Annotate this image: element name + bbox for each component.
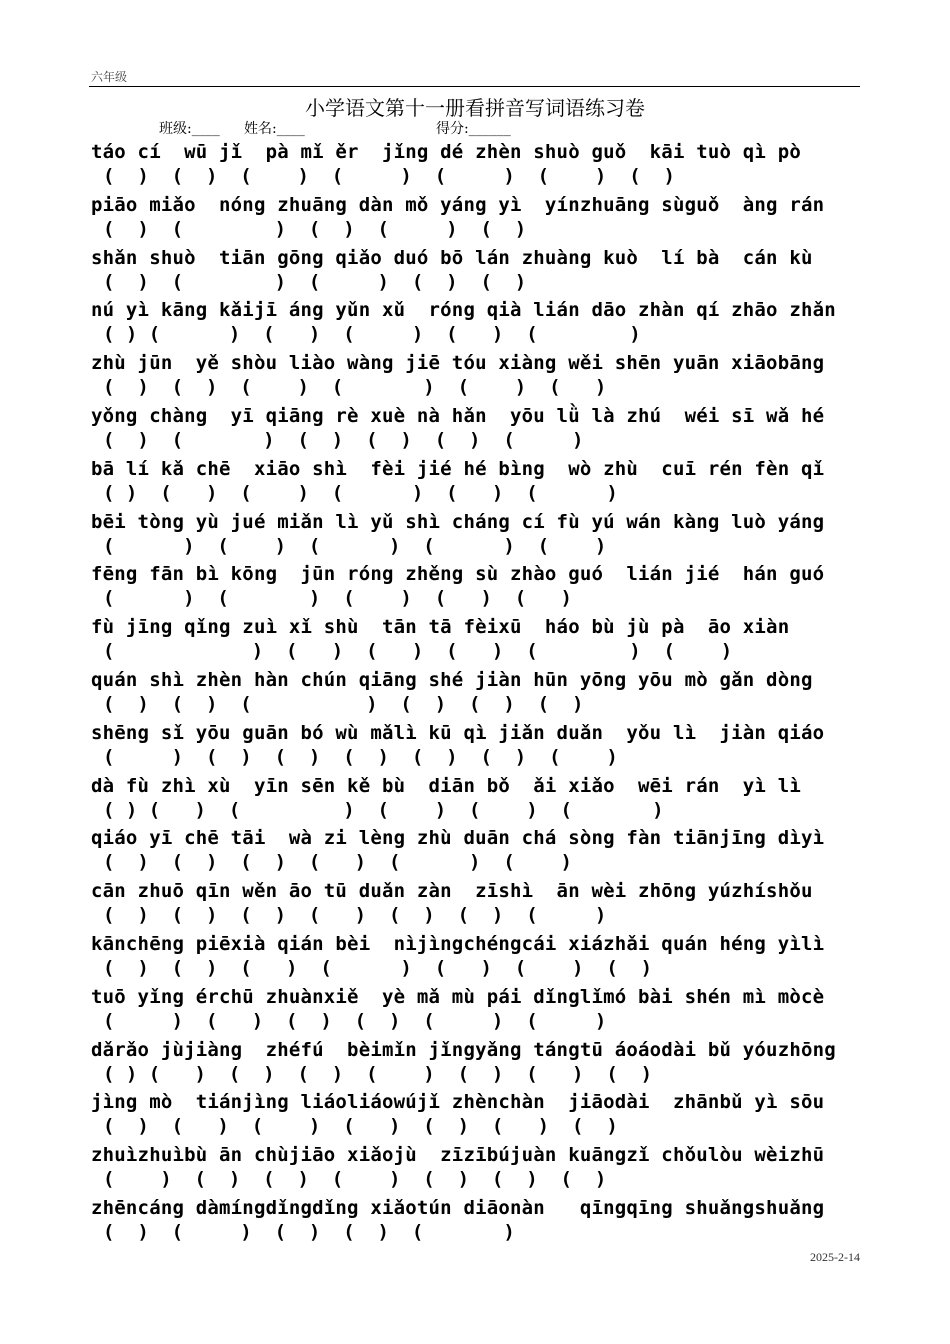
answer-blanks: ( ) ( ) ( ) ( ) ( ) ( ) — [103, 798, 664, 821]
grade-label: 六年级 — [91, 70, 128, 84]
exercise-item — [91, 1090, 866, 1143]
exercise-item — [91, 826, 866, 879]
pinyin-line: dǎrǎo jùjiàng zhéfú bèimǐn jǐngyǎng tángtū áoáodài bǔ yóuzhōng — [91, 1038, 836, 1061]
class-field-label: 班级:____ — [159, 121, 220, 137]
exercise-item — [91, 668, 866, 721]
footer-date: 2025-2-14 — [810, 1250, 860, 1264]
answer-blanks: ( ) ( ) ( ) ( ) ( ) ( ) — [103, 1009, 607, 1032]
answer-blanks: ( ) ( ) ( ) ( ) ( ) ( ) ( ) — [103, 165, 675, 187]
exercise-item — [91, 298, 866, 351]
pinyin-exercise-list — [91, 140, 866, 1249]
header-divider — [89, 86, 860, 87]
pinyin-line: zhēncáng dàmíngdǐngdǐng xiǎotún diāonàn qīngqīng shuǎngshuǎng — [91, 1196, 825, 1219]
exercise-item — [91, 615, 866, 668]
score-field-label: 得分:______ — [436, 121, 511, 137]
exercise-item — [91, 193, 866, 246]
answer-blanks: ( ) ( ) ( ) ( ) ( ) ( ) — [103, 851, 572, 874]
answer-blanks: ( ) ( ) ( ) ( ) ( ) ( ) — [103, 376, 607, 399]
pinyin-line: cān zhuō qīn wěn āo tū duǎn zàn zīshì ān wèi zhōng yúzhíshǒu — [91, 880, 813, 903]
pinyin-line: zhù jūn yě shòu liào wàng jiē tóu xiàng wěi shēn yuān xiāobāng — [91, 352, 825, 375]
exercise-item — [91, 1038, 866, 1091]
pinyin-line: piāo miǎo nóng zhuāng dàn mǒ yáng yì yínzhuāng sùguǒ àng rán — [91, 193, 825, 216]
pinyin-line: kānchēng piēxià qián bèi nìjìngchéngcái xiázhǎi quán héng yìlì — [91, 932, 825, 955]
pinyin-line: fù jīng qǐng zuì xǐ shù tān tā fèixū háo bù jù pà āo xiàn — [91, 616, 790, 639]
answer-blanks: ( ) ( ) ( ) ( ) ( ) ( ) ( ) — [103, 745, 618, 768]
answer-blanks: ( ) ( ) ( ) ( ) ( ) ( ) — [103, 323, 641, 346]
answer-blanks: ( ) ( ) ( ) ( ) ( ) ( ) — [103, 692, 584, 715]
pinyin-line: shēng sǐ yōu guān bó wù mǎlì kū qì jiǎn duǎn yǒu lì jiàn qiáo — [91, 721, 825, 744]
answer-blanks: ( ) ( ) ( ) ( ) ( ) — [103, 270, 527, 293]
pinyin-line: nú yì kāng kǎijī áng yǔn xǔ róng qià lián dāo zhàn qí zhāo zhǎn — [91, 299, 836, 322]
pinyin-line: jìng mò tiánjìng liáoliáowújǐ zhènchàn jiāodài zhānbǔ yì sōu — [91, 1091, 825, 1114]
pinyin-line: yǒng chàng yī qiāng rè xuè nà hǎn yōu lǜ là zhú wéi sī wǎ hé — [91, 404, 825, 427]
pinyin-line: shǎn shuò tiān gōng qiǎo duó bō lán zhuàng kuò lí bà cán kù — [91, 246, 813, 269]
answer-blanks: ( ) ( ) ( ) ( ) ( ) — [103, 1220, 515, 1243]
answer-blanks: ( ) ( ) ( ) ( ) ( ) ( ) — [103, 640, 733, 663]
pinyin-line: quán shì zhèn hàn chún qiāng shé jiàn hūn yōng yōu mò gǎn dòng — [91, 668, 813, 691]
exercise-item — [91, 1196, 866, 1249]
exercise-item — [91, 1143, 866, 1196]
exercise-item — [91, 510, 866, 563]
answer-blanks: ( ) ( ) ( ) ( ) ( ) ( ) ( ) — [103, 1168, 607, 1191]
pinyin-line: bēi tòng yù jué miǎn lì yǔ shì cháng cí fù yú wán kàng luò yáng — [91, 510, 825, 533]
exercise-item — [91, 985, 866, 1038]
pinyin-line: dà fù zhì xù yīn sēn kě bù diān bǒ ǎi xiǎo wēi rán yì lì — [91, 774, 801, 797]
answer-blanks: ( ) ( ) ( ) ( ) ( ) ( ) — [103, 428, 584, 451]
pinyin-line: bā lí kǎ chē xiāo shì fèi jié hé bìng wò zhù cuī rén fèn qǐ — [91, 457, 825, 480]
exercise-item — [91, 721, 866, 774]
pinyin-line: táo cí wū jǐ pà mǐ ěr jǐng dé zhèn shuò guǒ kāi tuò qì pò — [91, 141, 801, 163]
answer-blanks: ( ) ( ) ( ) ( ) ( ) — [103, 534, 607, 557]
name-field-label: 姓名:____ — [244, 121, 305, 137]
exercise-item — [91, 457, 866, 510]
exercise-item — [91, 246, 866, 299]
answer-blanks: ( ) ( ) ( ) ( ) ( ) ( ) — [103, 481, 618, 504]
exercise-item — [91, 351, 866, 404]
exercise-item — [91, 774, 866, 827]
answer-blanks: ( ) ( ) ( ) ( ) ( ) ( ) ( ) — [103, 904, 607, 927]
exercise-item — [91, 932, 866, 985]
exercise-item — [91, 562, 866, 615]
worksheet-title: 小学语文第十一册看拼音写词语练习卷 — [305, 96, 645, 120]
exercise-item — [91, 140, 866, 193]
exercise-item — [91, 879, 866, 932]
answer-blanks: ( ) ( ) ( ) ( ) ( ) ( ) ( ) — [103, 956, 653, 979]
answer-blanks: ( ) ( ) ( ) ( ) ( ) ( ) ( ) ( ) — [103, 1062, 653, 1085]
answer-blanks: ( ) ( ) ( ) ( ) ( ) — [103, 217, 527, 240]
exercise-item — [91, 404, 866, 457]
answer-blanks: ( ) ( ) ( ) ( ) ( ) ( ) ( ) — [103, 1115, 618, 1138]
pinyin-line: tuō yǐng érchū zhuànxiě yè mǎ mù pái dǐnglǐmó bài shén mì mòcè — [91, 985, 825, 1008]
pinyin-line: fēng fān bì kōng jūn róng zhěng sù zhào guó lián jié hán guó — [91, 563, 825, 586]
pinyin-line: qiáo yī chē tāi wà zi lèng zhù duān chá sòng fàn tiānjīng dìyì — [91, 827, 825, 850]
student-info-row — [0, 118, 950, 140]
answer-blanks: ( ) ( ) ( ) ( ) ( ) — [103, 587, 572, 610]
pinyin-line: zhuìzhuìbù ān chùjiāo xiǎojù zīzībújuàn kuāngzǐ chǒulòu wèizhū — [91, 1144, 825, 1167]
